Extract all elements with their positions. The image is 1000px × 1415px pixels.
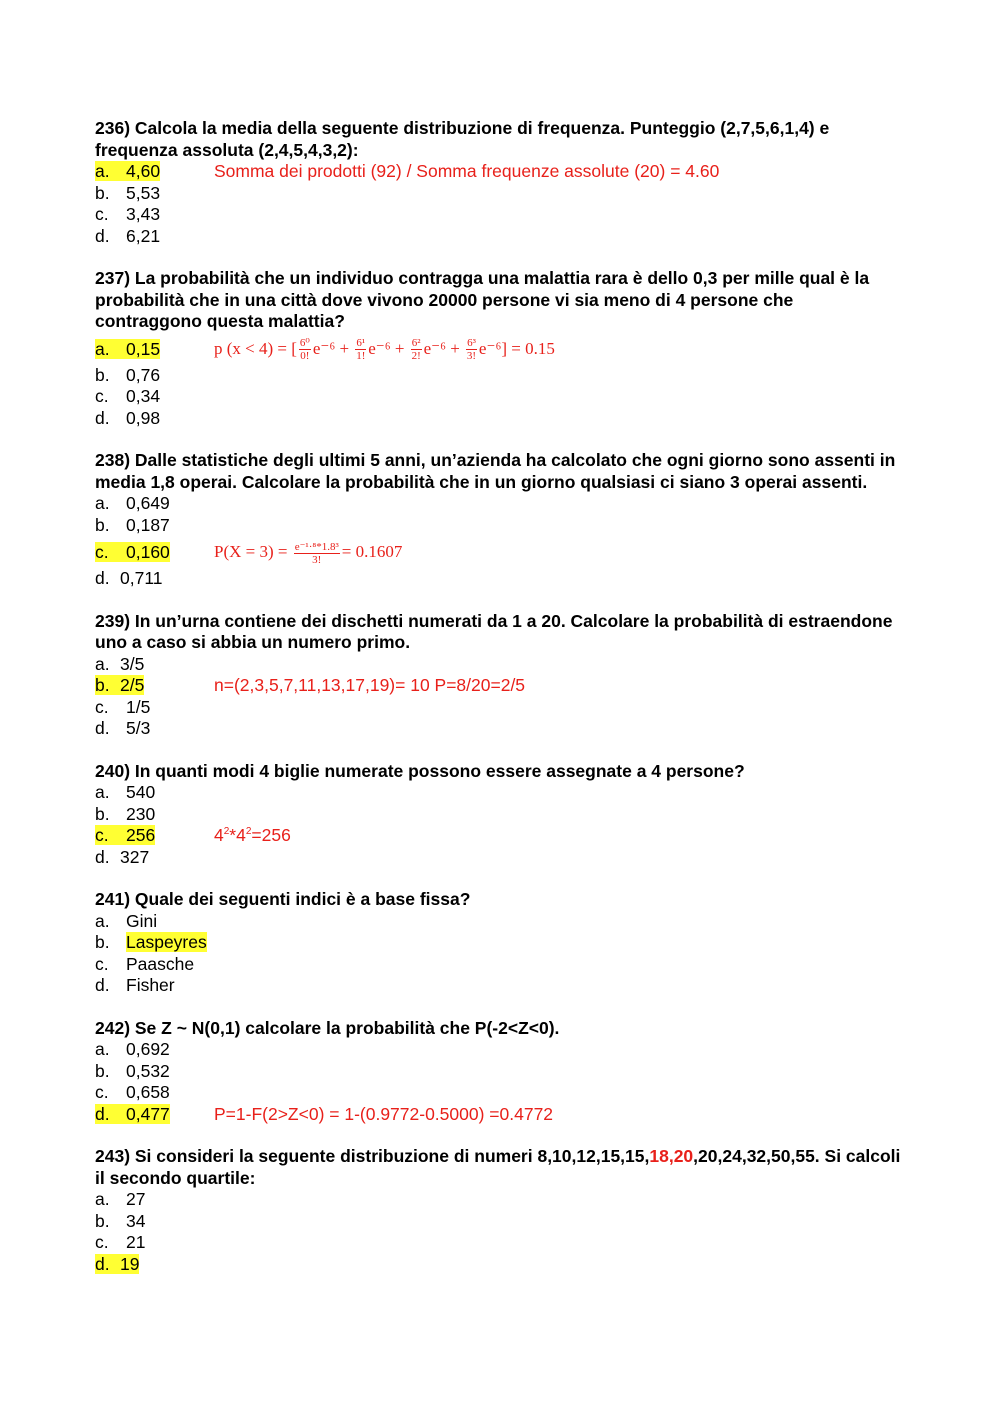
solution-note: n=(2,3,5,7,11,13,17,19)= 10 P=8/20=2/5 bbox=[214, 675, 526, 695]
option-c bbox=[95, 536, 905, 568]
question-239 bbox=[95, 611, 905, 740]
question-236 bbox=[95, 118, 905, 247]
option-a: a. 0,692 bbox=[95, 1039, 170, 1059]
option-a: a. 3/5 bbox=[95, 653, 145, 674]
solution-note: Somma dei prodotti (92) / Somma frequenze assolute (20) = 4.60 bbox=[214, 161, 720, 181]
solution-note: P=1-F(2>Z<0) = 1-(0.9772-0.5000) =0.4772 bbox=[214, 1103, 554, 1124]
question-text: 236) Calcola la media della seguente distribuzione di frequenza. Punteggio (2,7,5,6,1,4) e frequenza assoluta (2,4,5,4,3,2): bbox=[95, 118, 830, 160]
median-values: 18,20 bbox=[649, 1146, 694, 1166]
question-text: 243) Si consideri la seguente distribuzione di numeri 8,10,12,15,15,18,20,20,24,32,50,55. Si calcoli il secondo quartile: bbox=[95, 1146, 901, 1188]
question-237 bbox=[95, 268, 905, 429]
option-b bbox=[95, 675, 905, 697]
option-c: c. 0,34 bbox=[95, 386, 161, 406]
option-a: a. 27 bbox=[95, 1189, 146, 1209]
question-text: 242) Se Z ~ N(0,1) calcolare la probabilità che P(-2<Z<0). bbox=[95, 1017, 560, 1038]
option-d: d. Fisher bbox=[95, 975, 175, 995]
option-d: d. 6,21 bbox=[95, 225, 161, 246]
option-c: c. Paasche bbox=[95, 953, 195, 974]
question-text: 238) Dalle statistiche degli ultimi 5 anni, un’azienda ha calcolato che ogni giorno sono assenti in media 1,8 operai. Calcolare la probabilità che in un giorno qualsiasi ci siano 3 operai assenti. bbox=[95, 450, 896, 492]
correct-answer: d. 0,477 bbox=[95, 1103, 170, 1124]
option-d: d. 5/3 bbox=[95, 718, 151, 738]
option-b: b. 0,187 bbox=[95, 514, 170, 535]
option-b: b. Laspeyres bbox=[95, 932, 207, 952]
option-d: d. 327 bbox=[95, 846, 150, 867]
solution-formula: p (x < 4) = [ $\frac{\text{6⁰}}{0!}$ e⁻⁶ + $\frac{\text{6¹}}{1!}$ e⁻⁶ + $\frac{\text{6²}}{2!}$ e⁻⁶ + $\frac{\text{6³}}{3!}$ e⁻⁶] = 0.15 bbox=[214, 337, 555, 363]
question-243 bbox=[95, 1146, 905, 1275]
option-d bbox=[95, 1104, 905, 1126]
option-b: b. 230 bbox=[95, 803, 156, 824]
option-a: a. Gini bbox=[95, 910, 158, 931]
question-text: 239) In un’urna contiene dei dischetti numerati da 1 a 20. Calcolare la probabilità di estraendone uno a caso si abbia un numero primo. bbox=[95, 610, 893, 652]
question-242 bbox=[95, 1018, 905, 1126]
document-page bbox=[95, 118, 905, 1296]
question-241 bbox=[95, 889, 905, 997]
question-text: 241) Quale dei seguenti indici è a base fissa? bbox=[95, 889, 471, 909]
option-a: a. 540 bbox=[95, 782, 156, 802]
option-c: c. 21 bbox=[95, 1232, 146, 1252]
option-b: b. 34 bbox=[95, 1210, 146, 1231]
correct-answer: Laspeyres bbox=[126, 932, 207, 952]
correct-answer: a. 4,60 bbox=[95, 161, 161, 181]
correct-answer: d. 19 bbox=[95, 1253, 140, 1274]
option-b: b. 0,532 bbox=[95, 1060, 170, 1081]
correct-answer: c. 0,160 bbox=[95, 542, 170, 562]
question-text: 237) La probabilità che un individuo contragga una malattia rara è dello 0,3 per mille qual è la probabilità che in una città dove vivono 20000 persone vi sia meno di 4 persone che contraggono questa malattia? bbox=[95, 268, 870, 331]
option-d bbox=[95, 1254, 905, 1276]
option-c: c. 3,43 bbox=[95, 204, 161, 224]
question-text: 240) In quanti modi 4 biglie numerate possono essere assegnate a 4 persone? bbox=[95, 760, 745, 781]
option-b: b. 0,76 bbox=[95, 364, 161, 385]
correct-answer: a. 0,15 bbox=[95, 338, 161, 359]
question-240 bbox=[95, 761, 905, 869]
question-238 bbox=[95, 450, 905, 590]
solution-formula: P(X = 3) = $\frac{\text{e⁻¹·⁸*1.8³}}{3!}$ = 0.1607 bbox=[214, 540, 403, 566]
solution-note: $4^2*4^2=256$ bbox=[214, 825, 291, 845]
option-d: d. 0,98 bbox=[95, 407, 161, 428]
correct-answer: c. 256 bbox=[95, 825, 156, 845]
option-c: c. 1/5 bbox=[95, 696, 151, 717]
option-a bbox=[95, 333, 905, 365]
option-c bbox=[95, 825, 905, 847]
option-c: c. 0,658 bbox=[95, 1082, 170, 1102]
option-a: a. 0,649 bbox=[95, 493, 170, 513]
option-d: d. 0,711 bbox=[95, 568, 163, 588]
correct-answer: b. 2/5 bbox=[95, 675, 145, 695]
option-b: b. 5,53 bbox=[95, 182, 161, 203]
option-a bbox=[95, 161, 905, 183]
